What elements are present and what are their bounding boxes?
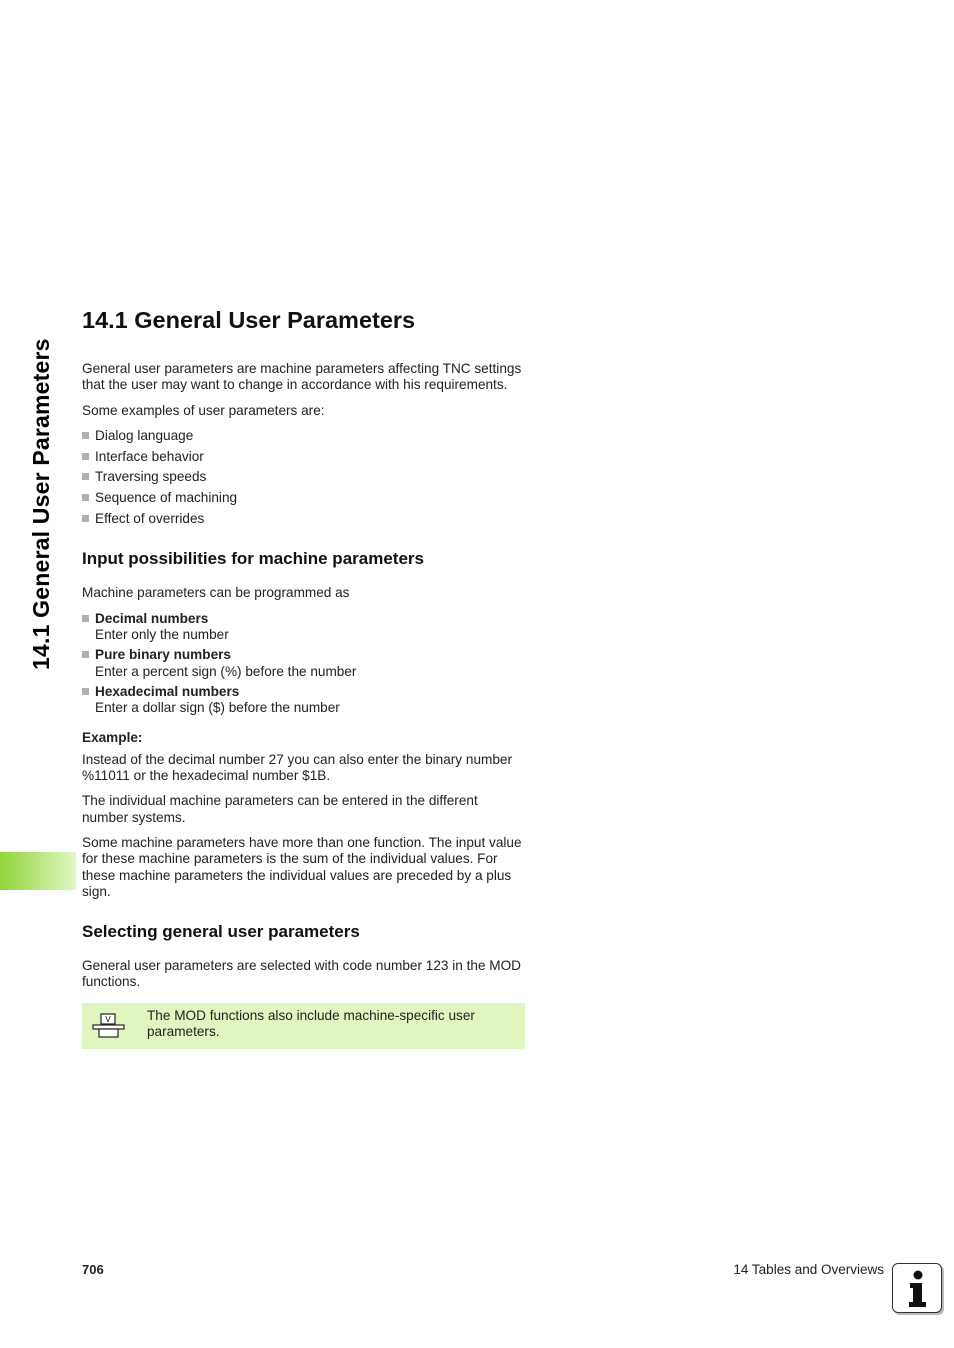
examples-list — [82, 428, 522, 527]
list-item: Sequence of machining — [82, 490, 522, 506]
side-chapter-title — [28, 310, 58, 670]
item-term: Decimal numbers — [95, 610, 209, 626]
list-item — [82, 647, 522, 680]
examples-intro: Some examples of user parameters are: — [82, 402, 325, 418]
footer-chapter: 14 Tables and Overviews — [733, 1262, 884, 1277]
main-content — [82, 305, 522, 1049]
list-item: Effect of overrides — [82, 511, 522, 527]
example-paragraph: Instead of the decimal number 27 you can also enter the binary number %11011 or the hexadecimal number $1B. — [82, 751, 512, 784]
input-types-list — [82, 611, 522, 717]
bullet-square-icon — [82, 473, 89, 480]
info-icon — [892, 1263, 942, 1313]
item-term: Pure binary numbers — [95, 647, 231, 663]
list-item: Interface behavior — [82, 449, 522, 465]
note-box — [82, 1003, 525, 1049]
bullet-square-icon — [82, 494, 89, 501]
section-heading-input: Input possibilities for machine parameters — [82, 549, 424, 569]
item-desc: Enter only the number — [95, 626, 229, 642]
list-item — [82, 611, 522, 644]
side-chapter-title-text: 14.1 General User Parameters — [28, 338, 54, 670]
multi-function-paragraph: Some machine parameters have more than one function. The input value for these machine parameters is the sum of the individual values. For these machine parameters the individual values are preceded by a plus sign. — [82, 834, 522, 899]
item-desc: Enter a dollar sign ($) before the number — [95, 700, 340, 716]
item-term: Hexadecimal numbers — [95, 683, 240, 699]
bullet-square-icon — [82, 515, 89, 522]
item-desc: Enter a percent sign (%) before the number — [95, 663, 357, 679]
example-label: Example: — [82, 730, 143, 746]
chapter-tab-marker — [0, 852, 76, 890]
page-title: 14.1 General User Parameters — [82, 307, 416, 333]
list-item: Dialog language — [82, 428, 522, 444]
bullet-square-icon — [82, 432, 89, 439]
number-systems-paragraph: The individual machine parameters can be entered in the different number systems. — [82, 793, 478, 825]
input-intro: Machine parameters can be programmed as — [82, 585, 350, 601]
bullet-square-icon — [82, 615, 89, 622]
list-item: Traversing speeds — [82, 469, 522, 485]
intro-paragraph: General user parameters are machine parameters affecting TNC settings that the user may want to change in accordance with his requirements. — [82, 361, 522, 393]
machine-note-icon — [92, 1013, 126, 1039]
page-number: 706 — [82, 1262, 104, 1277]
bullet-square-icon — [82, 651, 89, 658]
select-paragraph: General user parameters are selected with code number 123 in the MOD functions. — [82, 958, 521, 990]
bullet-square-icon — [82, 453, 89, 460]
list-item — [82, 684, 522, 717]
section-heading-select: Selecting general user parameters — [82, 922, 360, 942]
bullet-square-icon — [82, 688, 89, 695]
svg-text:V: V — [105, 1014, 111, 1024]
note-text: The MOD functions also include machine-specific user parameters. — [147, 1007, 475, 1040]
